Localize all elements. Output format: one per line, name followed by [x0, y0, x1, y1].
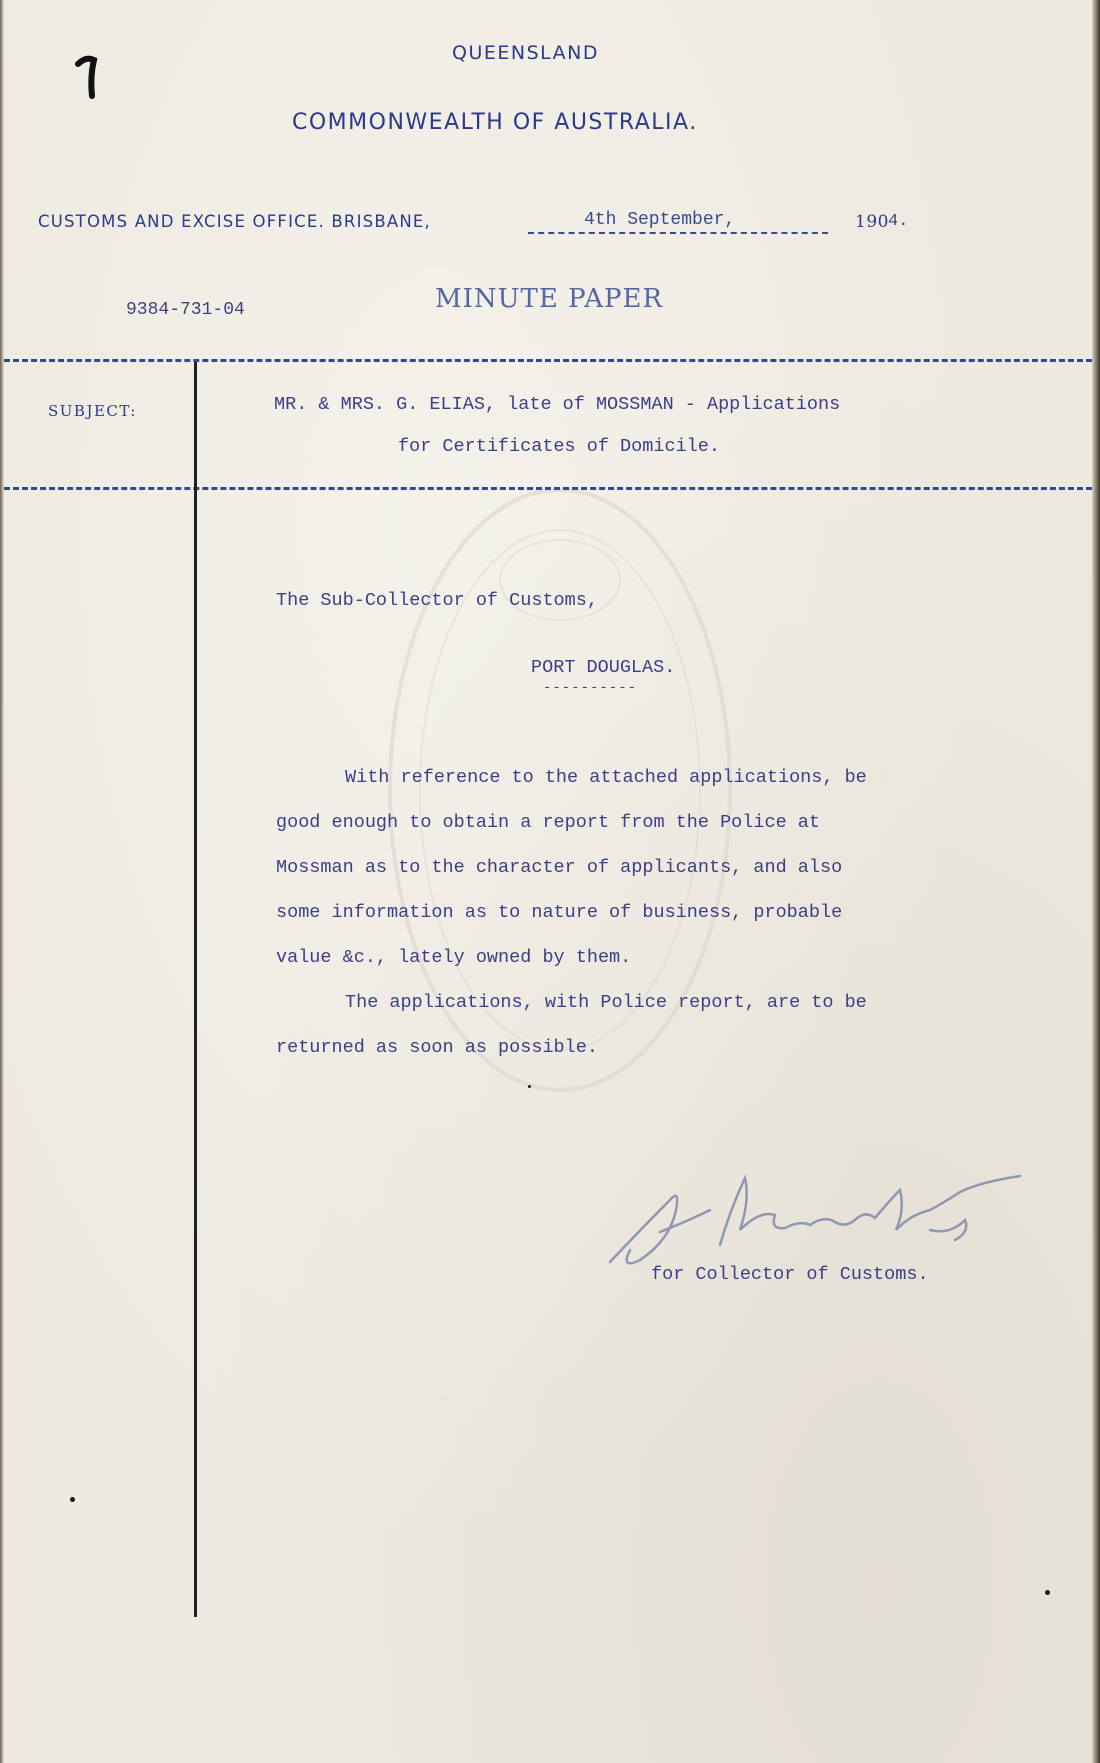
- paragraph-2-line: The applications, with Police report, are to be: [345, 992, 867, 1013]
- reference-number: 9384-731-04: [126, 300, 245, 320]
- watermark-seal: [380, 470, 740, 1110]
- paper-speck: [70, 1497, 75, 1502]
- year-prefix: 190: [855, 212, 889, 232]
- subject-rule: [4, 487, 1092, 490]
- top-rule: [4, 359, 1092, 362]
- subject-line-2: for Certificates of Domicile.: [398, 436, 720, 457]
- office-line: [38, 212, 431, 231]
- handwritten-mark: [70, 50, 110, 110]
- form-title: MINUTE PAPER: [435, 284, 664, 314]
- paragraph-1-line: Mossman as to the character of applicants, and also: [276, 857, 843, 878]
- paragraph-1-line: some information as to nature of business, probable: [276, 902, 843, 923]
- paragraph-1-line: good enough to obtain a report from the Police at: [276, 812, 820, 833]
- country-heading: COMMONWEALTH OF AUSTRALIA.: [292, 110, 698, 135]
- state-heading: QUEENSLAND: [452, 42, 600, 64]
- addressee: The Sub-Collector of Customs,: [276, 590, 598, 611]
- location: PORT DOUGLAS.: [531, 657, 676, 678]
- subject-label: SUBJECT:: [48, 402, 137, 420]
- page-right-edge: [1092, 0, 1100, 1763]
- date-underline: [528, 232, 828, 234]
- date-value: 4th September,: [584, 210, 736, 230]
- location-underline: ----------: [543, 680, 638, 696]
- subject-line-1: MR. & MRS. G. ELIAS, late of MOSSMAN - Applications: [274, 394, 841, 415]
- year-suffix: 4.: [888, 212, 909, 231]
- margin-vertical-rule: [194, 362, 197, 1617]
- office-prefix: CUSTOMS AND EXCISE OFFICE. BRISBANE,: [38, 212, 431, 231]
- paper-speck: [528, 1085, 531, 1088]
- page-left-edge: [0, 0, 4, 1763]
- paragraph-1-line: With reference to the attached applications, be: [345, 767, 867, 788]
- paper-speck: [1045, 1590, 1050, 1595]
- signoff: for Collector of Customs.: [651, 1264, 929, 1285]
- paragraph-1-line: value &c., lately owned by them.: [276, 947, 632, 968]
- paragraph-2-line: returned as soon as possible.: [276, 1037, 598, 1058]
